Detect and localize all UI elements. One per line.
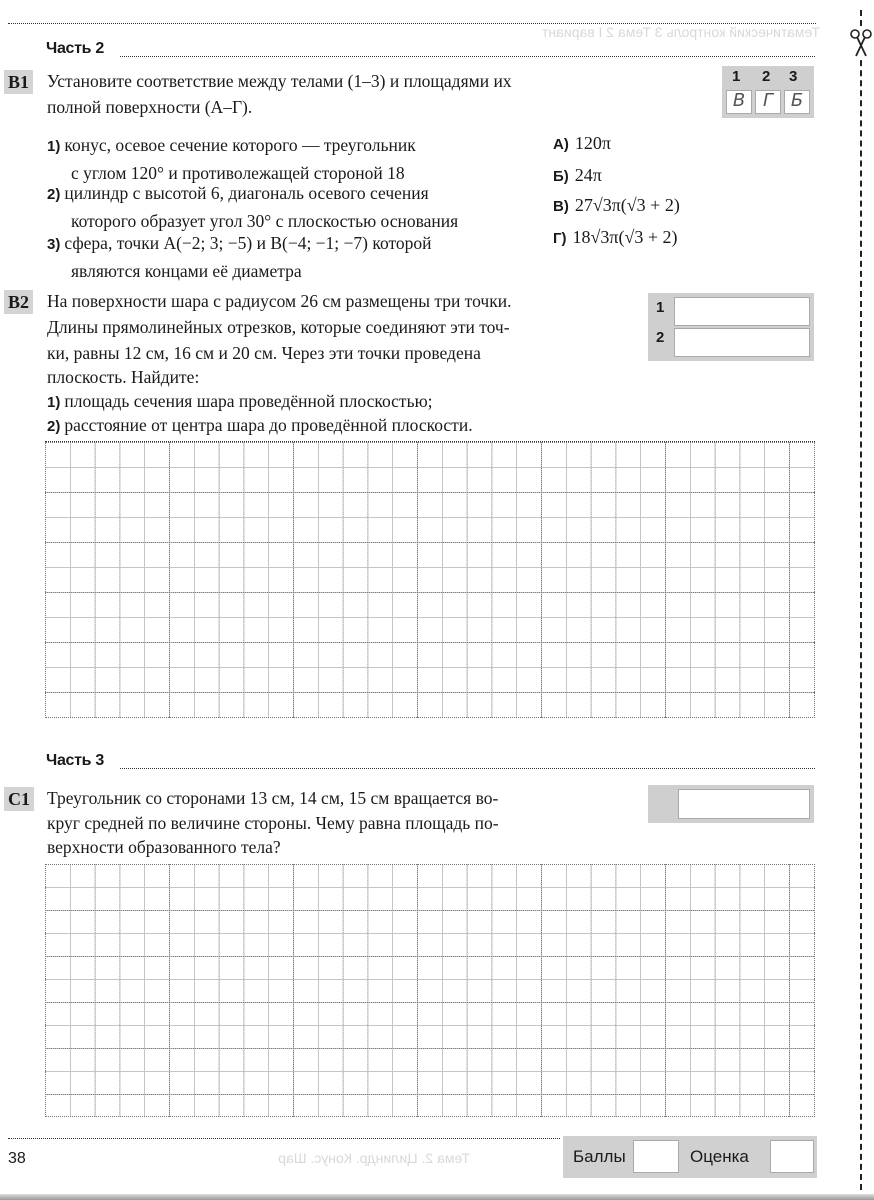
- b2-item-2: [47, 412, 473, 440]
- answer-header-2: 2: [762, 68, 771, 85]
- b1-option-v: [553, 194, 680, 218]
- answer-label-2: 2: [656, 329, 665, 346]
- option-value: 120π: [574, 133, 611, 153]
- grade-field[interactable]: [770, 1140, 814, 1173]
- b1-option-a: [553, 132, 611, 156]
- c1-question-line-3: верхности образованного тела?: [47, 837, 281, 857]
- option-value: 27√3π(√3 + 2): [574, 195, 680, 215]
- b1-item-3: [47, 230, 557, 284]
- b2-answer-field-1[interactable]: [674, 297, 810, 326]
- b2-question-line-1: На поверхности шара с радиусом 26 см размещены три точки.: [47, 291, 512, 311]
- bleed-through-header: Тематический контроль 3 Тема 2 I вариант: [541, 24, 820, 40]
- page-number: 38: [8, 1150, 26, 1167]
- b1-option-g: [553, 226, 678, 250]
- b1-option-b: [553, 164, 602, 188]
- item-number: 1): [47, 394, 61, 411]
- part3-title: Часть 3: [46, 752, 104, 769]
- answer-header-1: 1: [732, 68, 741, 85]
- option-letter: Б): [553, 168, 569, 185]
- option-value: 18√3π(√3 + 2): [572, 227, 678, 247]
- item-number: 2): [47, 418, 61, 435]
- item-text-cont: которого образует угол 30° с плоскостью основания: [71, 211, 459, 231]
- c1-answer-box: [648, 785, 814, 823]
- c1-question-line-2: круг средней по величине стороны. Чему равна площадь по-: [47, 813, 499, 833]
- option-letter: В): [553, 198, 569, 215]
- b2-answer-field-2[interactable]: [674, 328, 810, 357]
- footer-divider: [8, 1138, 560, 1139]
- option-letter: А): [553, 136, 569, 153]
- b2-question-line-2: Длины прямолинейных отрезков, которые соединяют эти точ-: [47, 317, 510, 337]
- item-number: 3): [47, 236, 61, 253]
- item-number: 1): [47, 138, 61, 155]
- task-badge-c1: C1: [4, 787, 34, 811]
- b1-item-2: [47, 180, 557, 234]
- scissors-icon: [849, 28, 873, 58]
- c1-question-line-1: Треугольник со сторонами 13 см, 14 см, 15 см вращается во-: [47, 788, 499, 808]
- option-letter: Г): [553, 230, 567, 247]
- score-field[interactable]: [633, 1140, 679, 1173]
- part3-divider: [120, 768, 815, 769]
- b1-question-line-2: полной поверхности (А–Г).: [47, 97, 253, 117]
- item-text-cont: являются концами её диаметра: [71, 261, 302, 281]
- item-text: площадь сечения шара проведённой плоскостью;: [64, 391, 433, 411]
- item-text: сфера, точки A(−2; 3; −5) и B(−4; −1; −7) которой: [64, 233, 432, 253]
- b2-question-line-4: плоскость. Найдите:: [47, 367, 200, 387]
- score-label: Баллы: [573, 1147, 626, 1166]
- answer-cell-3[interactable]: Б: [784, 90, 810, 114]
- task-badge-b2: B2: [4, 290, 33, 314]
- grading-box: [563, 1136, 817, 1178]
- answer-cell-2[interactable]: Г: [755, 90, 781, 114]
- item-text: цилиндр с высотой 6, диагональ осевого сечения: [64, 183, 429, 203]
- top-divider: [8, 23, 816, 24]
- task-badge-b1: B1: [4, 70, 33, 94]
- answer-label-1: 1: [656, 299, 665, 316]
- part2-title: Часть 2: [46, 40, 104, 57]
- c1-solution-grid[interactable]: [45, 864, 815, 1117]
- part2-divider: [120, 56, 815, 57]
- item-text: конус, осевое сечение которого — треугольник: [64, 135, 416, 155]
- b1-question-line-1: Установите соответствие между телами (1–3) и площадями их: [47, 71, 512, 91]
- b2-solution-grid[interactable]: [45, 442, 815, 718]
- item-number: 2): [47, 186, 61, 203]
- item-text-cont: с углом 120° и противолежащей стороной 18: [71, 163, 405, 183]
- grade-label: Оценка: [690, 1147, 749, 1166]
- answer-header-3: 3: [789, 68, 798, 85]
- c1-answer-field[interactable]: [678, 789, 810, 819]
- answer-cell-1[interactable]: В: [726, 90, 752, 114]
- bleed-through-footer: Тема 2. Цилиндр. Конус. Шар: [278, 1150, 470, 1166]
- item-text: расстояние от центра шара до проведённой плоскости.: [64, 415, 473, 435]
- b2-answer-box: [648, 293, 814, 361]
- b2-question-line-3: ки, равны 12 см, 16 см и 20 см. Через эти точки проведена: [47, 343, 481, 363]
- cut-line: [860, 10, 862, 1190]
- b1-answer-box: [722, 66, 814, 118]
- option-value: 24π: [574, 165, 602, 185]
- bottom-edge-shadow: [0, 1194, 874, 1200]
- b1-item-1: [47, 132, 547, 186]
